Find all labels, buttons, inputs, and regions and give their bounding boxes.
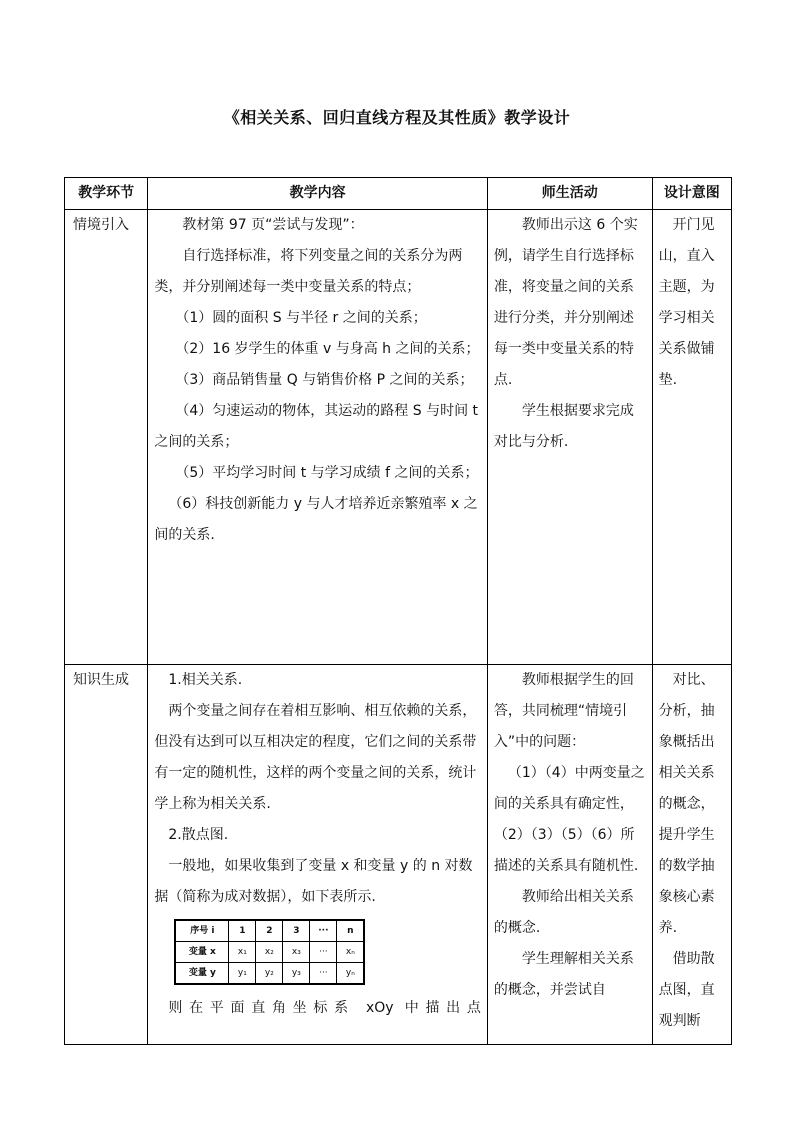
- activity-text: （1）（4）中两变量之间的关系具有确定性，（2）（3）（5）（6）所描述的关系具有随机性.: [493, 765, 645, 874]
- activity-text: 教师出示这 6 个实例，请学生自行选择标准，将变量之间的关系进行分类，并分别阐述每一类中变量关系的特点.: [493, 217, 638, 388]
- content-intro: 教材第 97 页“尝试与发现”：: [182, 217, 364, 233]
- inner-cell: y₂: [256, 963, 283, 985]
- inner-row: [175, 963, 364, 985]
- header-content: 教学内容: [148, 178, 488, 210]
- header-stage: 教学环节: [65, 178, 148, 210]
- content-item-2: （2）16 岁学生的体重 v 与身高 h 之间的关系；: [175, 341, 480, 357]
- inner-cell: n: [337, 920, 365, 942]
- purpose-cell: [652, 665, 731, 1045]
- inner-cell: ···: [310, 963, 337, 985]
- data-intro-text: 一般地，如果收集到了变量 x 和变量 y 的 n 对数据（简称为成对数据），如下表所示.: [154, 858, 473, 905]
- content-cell: [148, 665, 488, 1045]
- section-heading: 2.散点图.: [168, 827, 229, 843]
- activity-text: 学生根据要求完成对比与分析.: [493, 403, 634, 450]
- inner-cell: 变量 y: [175, 963, 229, 985]
- content-item-3: （3）商品销售量 Q 与销售价格 P 之间的关系；: [175, 372, 474, 388]
- purpose-text: 借助散点图，直观判断: [658, 951, 715, 1029]
- content-item-4: （4）匀速运动的物体，其运动的路程 S 与时间 t 之间的关系；: [154, 403, 479, 450]
- purpose-text: 对比、分析，抽象概括出相关关系的概念，提升学生的数学抽象核心素养.: [658, 672, 715, 936]
- content-item-6: （6）科技创新能力 y 与人才培养近亲繁殖率 x 之间的关系.: [154, 496, 478, 543]
- table-row-knowledge: [65, 665, 732, 1045]
- table-row-intro: [65, 210, 732, 665]
- activity-text: 学生理解相关关系的概念，并尝试自: [493, 951, 634, 998]
- activity-text: 教师根据学生的回答，共同梳理“情境引入”中的问题：: [493, 672, 634, 750]
- inner-cell: y₃: [283, 963, 310, 985]
- content-item-1: （1）圆的面积 S 与半径 r 之间的关系；: [175, 310, 427, 326]
- header-row: [65, 178, 732, 210]
- stage-cell: 知识生成: [65, 665, 148, 1045]
- inner-cell: ···: [310, 920, 337, 942]
- inner-cell: x₁: [229, 942, 256, 963]
- header-purpose: 设计意图: [652, 178, 731, 210]
- activity-cell: [487, 210, 652, 665]
- inner-cell: xₙ: [337, 942, 365, 963]
- purpose-text: 开门见山，直入主题，为学习相关关系做铺垫.: [658, 217, 715, 388]
- content-item-5: （5）平均学习时间 t 与学习成绩 f 之间的关系；: [175, 465, 479, 481]
- paired-data-table: [174, 919, 365, 985]
- activity-text: 教师给出相关关系的概念.: [493, 889, 634, 936]
- document-title: 《相关关系、回归直线方程及其性质》教学设计: [223, 108, 571, 127]
- definition-text: 两个变量之间存在着相互影响、相互依赖的关系，但没有达到可以互相决定的程度，它们之间的关系带有一定的随机性，这样的两个变量之间的关系，统计学上称为相关关系.: [154, 703, 477, 812]
- inner-cell: yₙ: [337, 963, 365, 985]
- header-activity: 师生活动: [487, 178, 652, 210]
- inner-row: [175, 920, 364, 942]
- inner-cell: 变量 x: [175, 942, 229, 963]
- inner-cell: 序号 i: [175, 920, 229, 942]
- inner-cell: y₁: [229, 963, 256, 985]
- inner-cell: x₃: [283, 942, 310, 963]
- content-cell: [148, 210, 488, 665]
- content-last-line: 则在平面直角坐标系 xOy 中描出点: [168, 1000, 481, 1016]
- inner-cell: x₂: [256, 942, 283, 963]
- inner-cell: 2: [256, 920, 283, 942]
- section-heading: 1.相关关系.: [168, 672, 243, 688]
- lesson-plan-table: [64, 177, 732, 1045]
- purpose-cell: [652, 210, 731, 665]
- inner-row: [175, 942, 364, 963]
- stage-cell: 情境引入: [65, 210, 148, 665]
- activity-cell: [487, 665, 652, 1045]
- inner-cell: 1: [229, 920, 256, 942]
- content-task: 自行选择标准，将下列变量之间的关系分为两类，并分别阐述每一类中变量关系的特点；: [154, 248, 463, 295]
- inner-cell: 3: [283, 920, 310, 942]
- inner-cell: ···: [310, 942, 337, 963]
